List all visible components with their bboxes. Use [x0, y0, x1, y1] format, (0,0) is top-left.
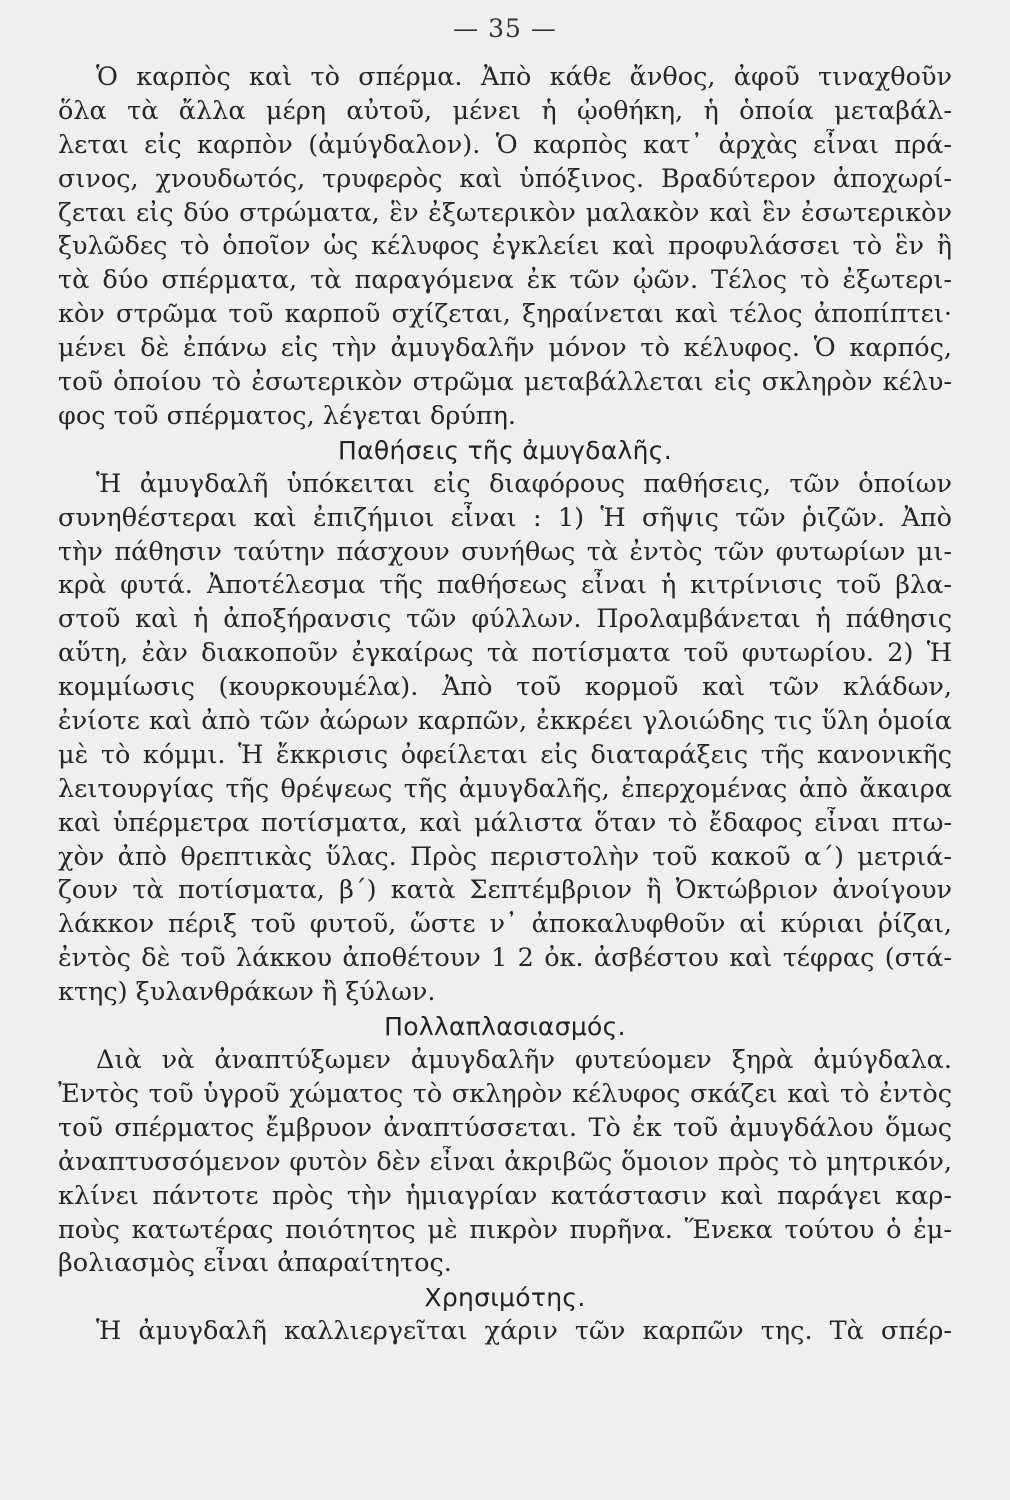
text-line: λεται εἰς καρπὸν (ἀμύγδαλον). Ὁ καρπὸς κατ᾽ ἀρχὰς εἶναι πρά- — [58, 129, 952, 160]
text-line: κτης) ξυλανθράκων ἢ ξύλων. — [58, 977, 436, 1008]
text-line: καὶ ὑπέρμετρα ποτίσματα, καὶ μάλιστα ὅταν τὸ ἔδαφος εἶναι πτω- — [58, 807, 952, 838]
page-number: — 35 — — [453, 14, 557, 43]
text-line: κομμίωσις (κουρκουμέλα). Ἀπὸ τοῦ κορμοῦ καὶ τῶν κλάδων, — [58, 672, 952, 703]
text-line: βολιασμὸς εἶναι ἀπαραίτητος. — [58, 1248, 452, 1279]
paragraph-fruit-and-seed — [58, 61, 952, 434]
text-line: Ἡ ἀμυγδαλῆ καλλιεργεῖται χάριν τῶν καρπῶν της. Τὰ σπέρ- — [96, 1316, 952, 1347]
text-line: στοῦ καὶ ἡ ἀποξήρανσις τῶν φύλλων. Προλαμβάνεται ἡ πάθησις — [58, 604, 952, 635]
text-line: λειτουργίας τῆς θρέψεως τῆς ἀμυγδαλῆς, ἐπερχομένας ἀπὸ ἄκαιρα — [58, 773, 952, 804]
text-line: ζουν τὰ ποτίσματα, β´) κατὰ Σεπτέμβριον ἢ Ὀκτώβριον ἀνοίγουν — [58, 875, 952, 906]
text-line: ζεται εἰς δύο στρώματα, ἓν ἐξωτερικὸν μαλακὸν καὶ ἓν ἐσωτερικὸν — [58, 197, 952, 228]
text-line: κὸν στρῶμα τοῦ καρποῦ σχίζεται, ξηραίνεται καὶ τέλος ἀποπίπτει· — [58, 299, 952, 330]
text-line: ποὺς κατωτέρας ποιότητος μὲ πικρὸν πυρῆνα. Ἕνεκα τούτου ὁ ἐμ- — [58, 1214, 952, 1245]
text-line: ἐνίοτε καὶ ἀπὸ τῶν ἀώρων καρπῶν, ἐκκρέει γλοιώδης τις ὕλη ὁμοία — [58, 706, 952, 737]
text-line: ὅλα τὰ ἄλλα μέρη αὐτοῦ, μένει ἡ ᾠοθήκη, ἡ ὁποία μεταβάλ- — [58, 95, 952, 126]
text-line: σινος, χνουδωτός, τρυφερὸς καὶ ὑπόξινος. Βραδύτερον ἀποχωρί- — [58, 163, 952, 194]
text-line: τὰ δύο σπέρματα, τὰ παραγόμενα ἐκ τῶν ᾠῶν. Τέλος τὸ ἐξωτερι- — [58, 265, 952, 296]
paragraph-propagation — [58, 1044, 952, 1281]
text-line: ἀναπτυσσόμενον φυτὸν δὲν εἶναι ἀκριβῶς ὅμοιον πρὸς τὸ μητρικόν, — [58, 1146, 952, 1177]
text-line: κρὰ φυτά. Ἀποτέλεσμα τῆς παθήσεως εἶναι ἡ κιτρίνισις τοῦ βλα- — [58, 570, 952, 601]
section-heading-propagation: Πολλαπλασιασμός. — [384, 1012, 626, 1042]
text-line: Ὁ καρπὸς καὶ τὸ σπέρμα. Ἀπὸ κάθε ἄνθος, ἀφοῦ τιναχθοῦν — [96, 62, 952, 92]
text-line: αὕτη, ἐὰν διακοποῦν ἐγκαίρως τὰ ποτίσματα τοῦ φυτωρίου. 2) Ἡ — [58, 638, 952, 669]
text-line: ἐντὸς δὲ τοῦ λάκκου ἀποθέτουν 1 2 ὀκ. ἀσβέστου καὶ τέφρας (στά- — [58, 943, 952, 974]
text-line: τοῦ ὁποίου τὸ ἐσωτερικὸν στρῶμα μεταβάλλεται εἰς σκληρὸν κέλυ- — [58, 367, 952, 398]
text-line: τοῦ σπέρματος ἔμβρυον ἀναπτύσσεται. Τὸ ἐκ τοῦ ἀμυγδάλου ὅμως — [58, 1112, 952, 1143]
text-line: συνηθέστεραι καὶ ἐπιζήμιοι εἶναι : 1) Ἡ σῆψις τῶν ῥιζῶν. Ἀπὸ — [58, 502, 952, 533]
text-line: τὴν πάθησιν ταύτην πάσχουν συνήθως τὰ ἐντὸς τῶν φυτωρίων μι- — [58, 536, 952, 567]
text-line: λάκκον πέριξ τοῦ φυτοῦ, ὥστε ν᾽ ἀποκαλυφθοῦν αἱ κύριαι ῥίζαι, — [58, 909, 952, 940]
text-line: κλίνει πάντοτε πρὸς τὴν ἡμιαγρίαν κατάστασιν καὶ παράγει καρ- — [58, 1180, 952, 1211]
section-heading-usefulness: Χρησιμότης. — [424, 1283, 586, 1313]
text-line: Διὰ νὰ ἀναπτύξωμεν ἀμυγδαλῆν φυτεύομεν ξηρὰ ἀμύγδαλα. — [96, 1045, 952, 1076]
text-line: Ἡ ἀμυγδαλῆ ὑπόκειται εἰς διαφόρους παθήσεις, τῶν ὁποίων — [96, 468, 952, 499]
text-line: μὲ τὸ κόμμι. Ἡ ἔκκρισις ὀφείλεται εἰς διαταράξεις τῆς κανονικῆς — [58, 739, 952, 770]
section-heading-diseases: Παθήσεις τῆς ἀμυγδαλῆς. — [338, 435, 672, 465]
paragraph-usefulness — [58, 1315, 952, 1349]
text-line: ξυλῶδες τὸ ὁποῖον ὡς κέλυφος ἐγκλείει καὶ προφυλάσσει τὸ ἓν ἢ — [58, 231, 952, 262]
paragraph-diseases — [58, 468, 952, 1010]
text-line: χὸν ἀπὸ θρεπτικὰς ὕλας. Πρὸς περιστολὴν τοῦ κακοῦ α´) μετριά- — [58, 841, 952, 872]
text-line: Ἐντὸς τοῦ ὑγροῦ χώματος τὸ σκληρὸν κέλυφος σκάζει καὶ τὸ ἐντὸς — [58, 1078, 952, 1109]
text-line: φος τοῦ σπέρματος, λέγεται δρύπη. — [58, 400, 517, 431]
text-line: μένει δὲ ἐπάνω εἰς τὴν ἀμυγδαλῆν μόνον τὸ κέλυφος. Ὁ καρπός, — [58, 333, 952, 364]
